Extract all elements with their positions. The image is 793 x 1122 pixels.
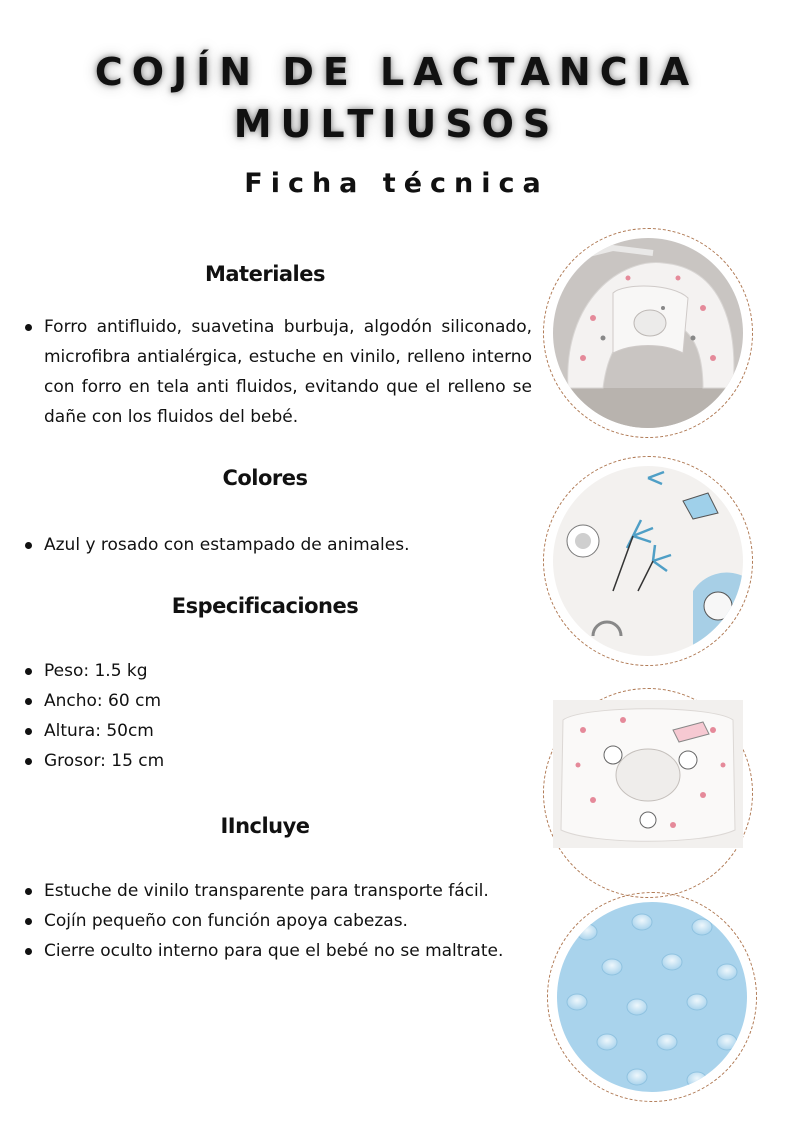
list-item	[22, 312, 532, 432]
materiales-list	[22, 312, 532, 432]
page-title-line1: COJÍN DE LACTANCIA	[94, 50, 699, 94]
bullet-icon	[25, 918, 32, 925]
section-heading-incluye: IIncluye	[220, 814, 310, 838]
section-heading-colores: Colores	[222, 466, 308, 490]
list-item-text: Altura: 50cm	[44, 721, 154, 741]
blue-bubble-fabric-photo	[557, 902, 747, 1092]
list-item-text: Peso: 1.5 kg	[44, 661, 148, 681]
animal-print-fabric-photo	[553, 466, 743, 656]
bullet-icon	[25, 948, 32, 955]
list-item	[22, 746, 532, 776]
bullet-icon	[25, 668, 32, 675]
list-item	[22, 686, 532, 716]
list-item	[22, 530, 532, 560]
list-item-text: Estuche de vinilo transparente para transporte fácil.	[44, 881, 489, 901]
head-support-pillow-photo	[553, 700, 743, 848]
bullet-icon	[25, 888, 32, 895]
bullet-icon	[25, 728, 32, 735]
list-item	[22, 716, 532, 746]
list-item	[22, 936, 532, 966]
pillow-in-vinyl-case-photo	[553, 238, 743, 428]
list-item-text: Forro antifluido, suavetina burbuja, algodón siliconado, microfibra antialérgica, estuche en vinilo, relleno interno con forro en tela anti fluidos, evitando que el relleno se dañe con los fluidos del bebé.	[44, 317, 532, 427]
section-heading-materiales: Materiales	[204, 262, 325, 286]
bullet-icon	[25, 324, 32, 331]
list-item-text: Azul y rosado con estampado de animales.	[44, 535, 410, 555]
list-item-text: Cierre oculto interno para que el bebé no se maltrate.	[44, 941, 504, 961]
section-heading-especificaciones: Especificaciones	[171, 594, 359, 618]
colores-list	[22, 530, 532, 560]
bullet-icon	[25, 698, 32, 705]
list-item	[22, 876, 532, 906]
list-item-text: Grosor: 15 cm	[44, 751, 165, 771]
list-item-text: Cojín pequeño con función apoya cabezas.	[44, 911, 408, 931]
bullet-icon	[25, 542, 32, 549]
list-item	[22, 656, 532, 686]
bullet-icon	[25, 758, 32, 765]
page-title-line2: MULTIUSOS	[233, 102, 560, 146]
list-item-text: Ancho: 60 cm	[44, 691, 161, 711]
list-item	[22, 906, 532, 936]
incluye-list	[22, 876, 532, 966]
especificaciones-list	[22, 656, 532, 776]
page-subtitle: Ficha técnica	[244, 168, 549, 199]
